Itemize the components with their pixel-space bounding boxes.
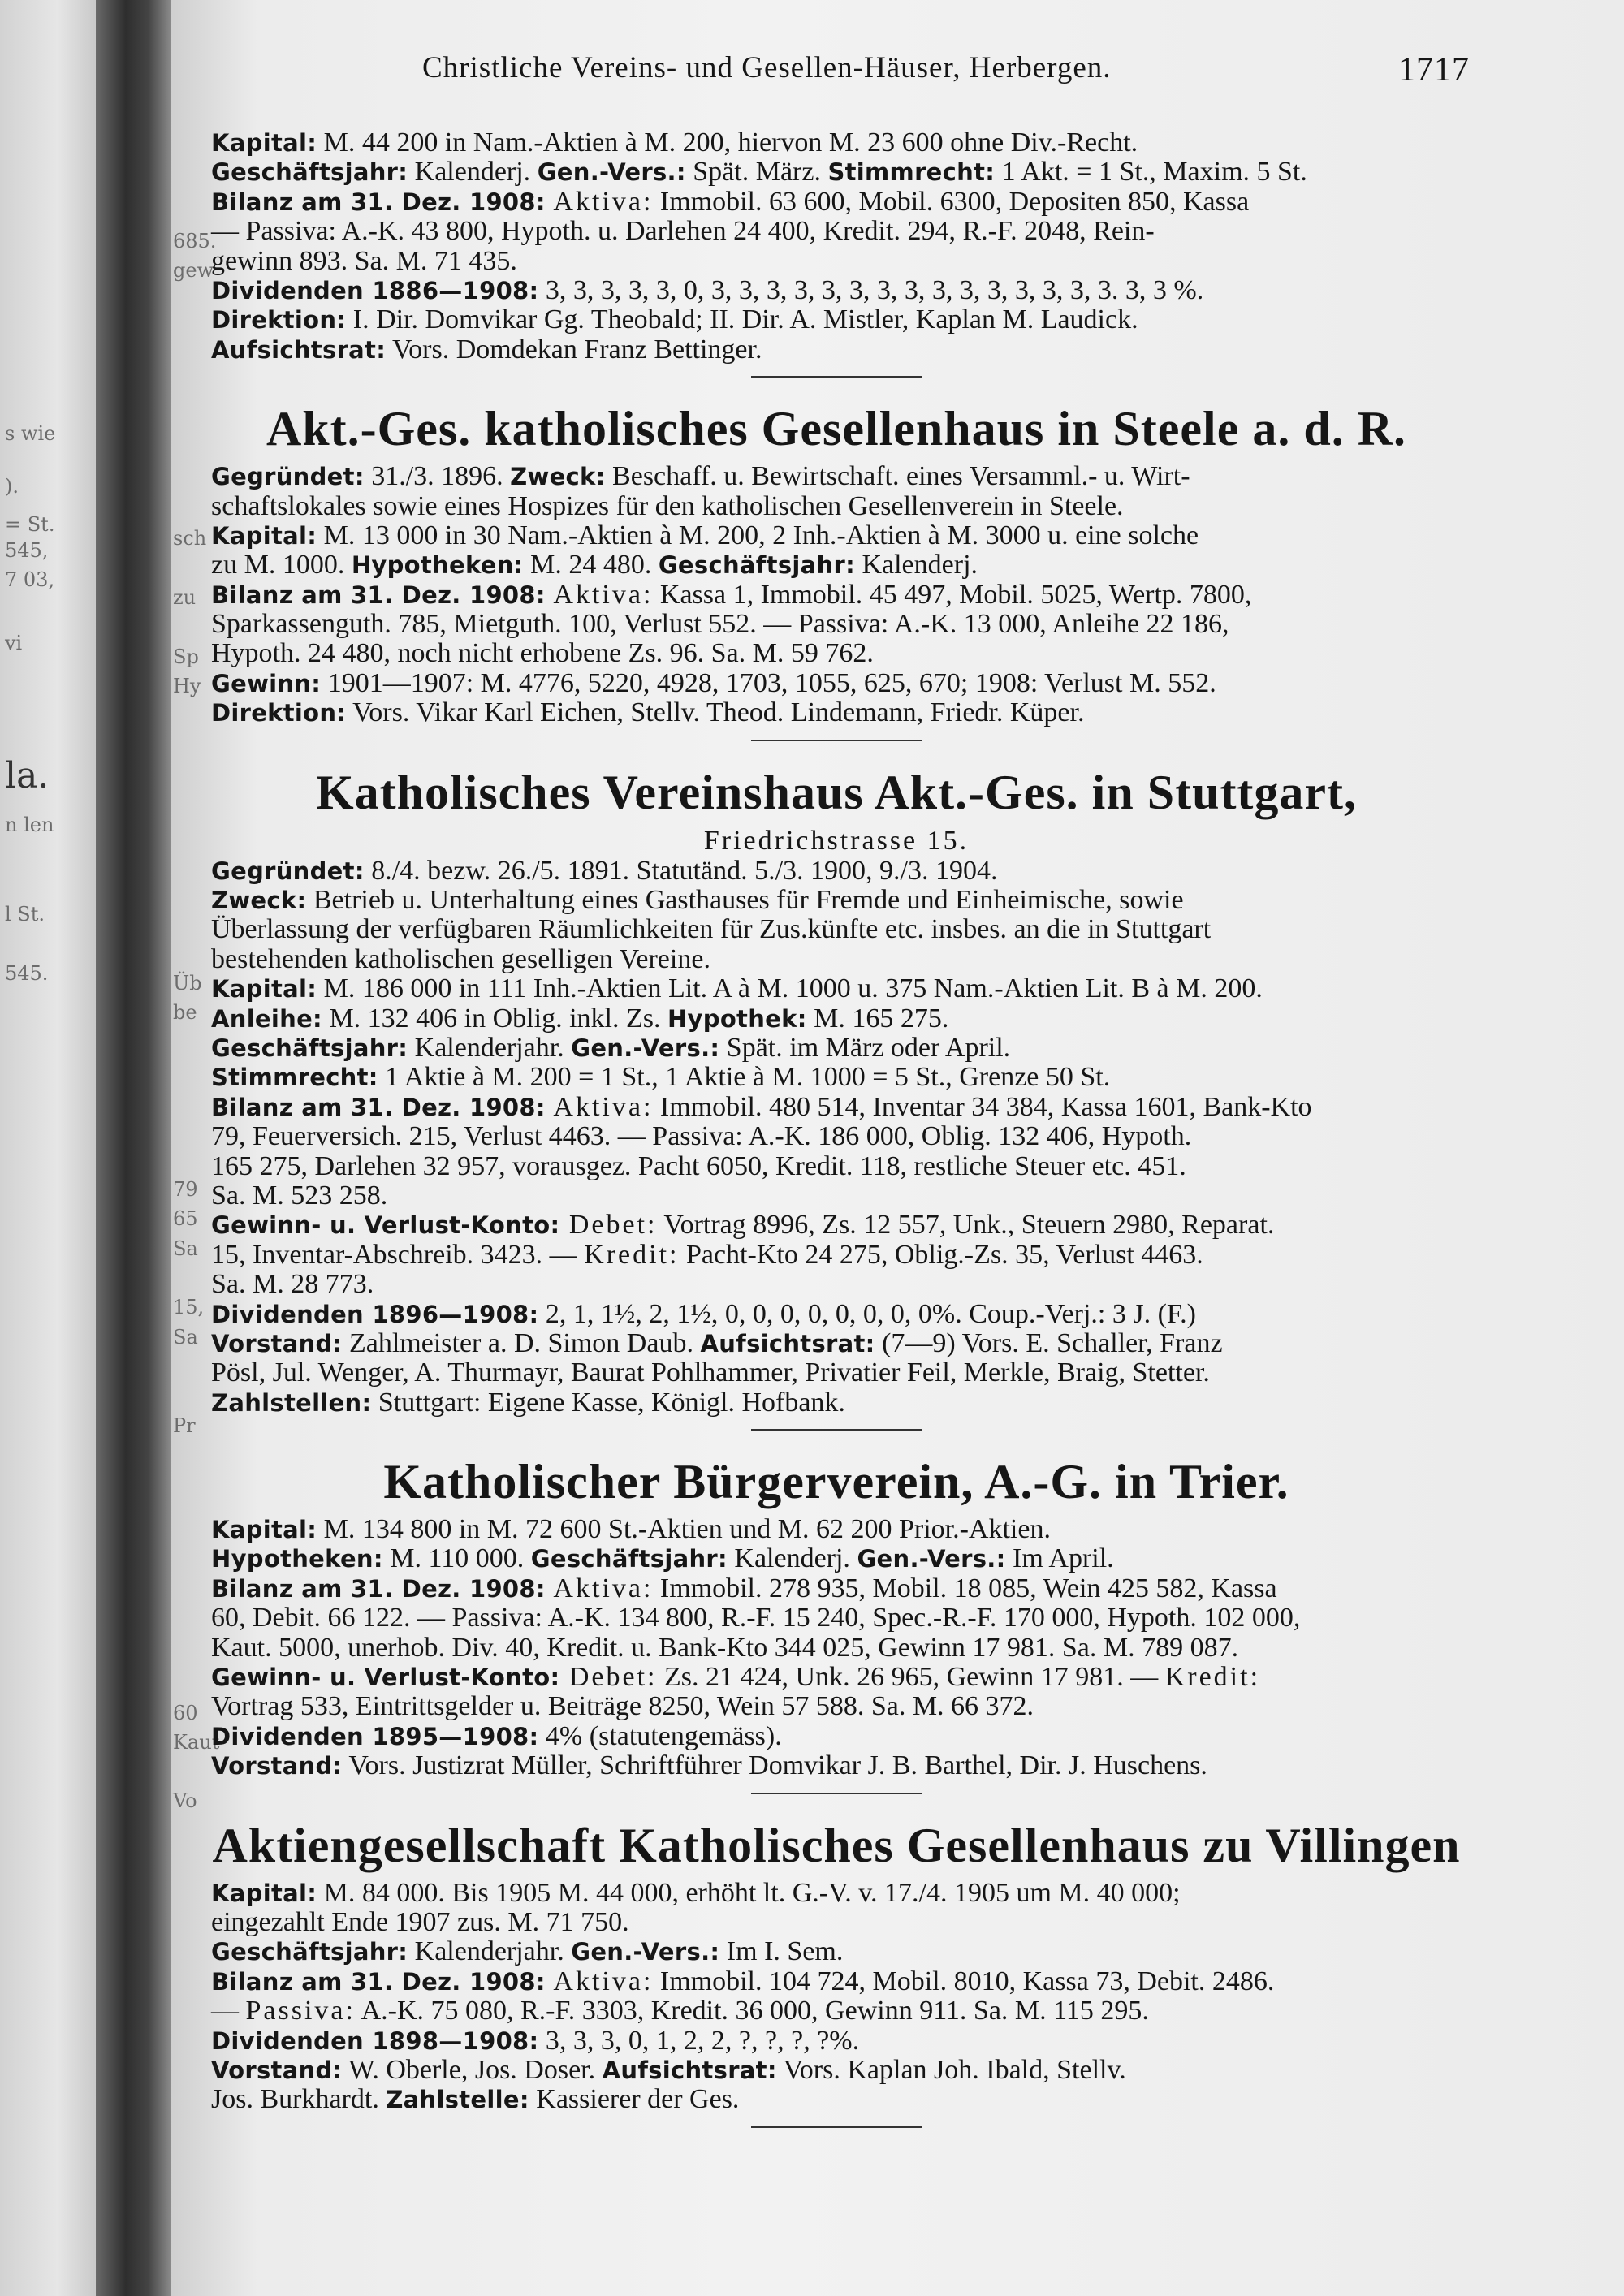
field-text: 1901—1907: M. 4776, 5220, 4928, 1703, 1055, 625, 670; 1908: Verlust M. 552.	[321, 667, 1216, 698]
entry-line	[211, 462, 1462, 491]
field-text: 3, 3, 3, 0, 1, 2, 2, ?, ?, ?, ?%.	[538, 2025, 860, 2056]
gutter-fragment: 15,	[173, 1296, 205, 1318]
gutter-fragment: 79	[173, 1178, 198, 1201]
entry-line	[211, 698, 1462, 727]
field-label: Vorstand:	[211, 1329, 343, 1357]
entry-title: Akt.-Ges. katholisches Gesellenhaus in Steele a. d. R.	[266, 402, 1407, 456]
field-label: Bilanz am 31. Dez. 1908:	[211, 580, 546, 609]
entry-line	[211, 1093, 1462, 1122]
field-text: Kalenderj.	[408, 157, 538, 188]
field-label: Hypothek:	[667, 1004, 807, 1033]
field-label: Stimmrecht:	[827, 158, 996, 187]
field-text: Immobil. 63 600, Mobil. 6300, Depositen 850, Kassa	[653, 186, 1250, 217]
entry-lines	[211, 1879, 1462, 2115]
gutter-fragment: zu	[173, 586, 197, 609]
gutter-fragment: Pr	[173, 1414, 196, 1437]
entry-section-0	[211, 128, 1462, 378]
field-label: Gen.-Vers.:	[537, 158, 686, 187]
spaced-label: Kredit:	[1164, 1662, 1261, 1693]
entry-line	[211, 2085, 1462, 2114]
field-text: Vors. Justizrat Müller, Schriftführer Domvikar J. B. Barthel, Dir. J. Huschens.	[342, 1750, 1207, 1781]
field-text: M. 186 000 in 111 Inh.-Aktien Lit. A à M. 1000 u. 375 Nam.-Aktien Lit. B à M. 200.	[317, 973, 1263, 1004]
field-label: Aufsichtsrat:	[700, 1329, 875, 1357]
entry-line	[211, 580, 1462, 610]
field-text: Kassa 1, Immobil. 45 497, Mobil. 5025, Wertp. 7800,	[653, 579, 1252, 610]
left-page-fragment: s wie	[5, 422, 56, 445]
entry-line	[211, 1515, 1462, 1544]
field-text: M. 165 275.	[806, 1003, 949, 1034]
field-text: Sparkassenguth. 785, Mietguth. 100, Verlust 552. — Passiva: A.-K. 13 000, Anleihe 22 186,	[211, 609, 1229, 640]
field-text: 4% (statutengemäss).	[538, 1720, 782, 1751]
gutter-fragment: Sa	[173, 1237, 198, 1260]
spaced-label: Kredit:	[584, 1239, 680, 1270]
gutter-fragment: gew	[173, 259, 214, 282]
field-label: Gen.-Vers.:	[857, 1545, 1006, 1573]
field-label: Geschäftsjahr:	[211, 1938, 408, 1966]
entry-line	[211, 305, 1462, 334]
field-text: eingezahlt Ende 1907 zus. M. 71 750.	[211, 1906, 629, 1937]
field-label: Bilanz am 31. Dez. 1908:	[211, 188, 546, 216]
gutter-fragment: Sp	[173, 645, 199, 668]
field-text: I. Dir. Domvikar Gg. Theobald; II. Dir. A. Mistler, Kaplan M. Laudick.	[346, 304, 1138, 335]
field-label: Gewinn- u. Verlust-Konto:	[211, 1211, 560, 1240]
entry-title: Aktiengesellschaft Katholisches Gesellenhaus zu Villingen	[212, 1818, 1461, 1872]
field-text: Kassierer der Ges.	[529, 2084, 740, 2115]
field-text: Hypoth. 24 480, noch nicht erhobene Zs. 96. Sa. M. 59 762.	[211, 638, 874, 669]
field-text: M. 110 000.	[382, 1543, 531, 1574]
left-page-fragment: = St.	[5, 513, 55, 536]
field-text: Stuttgart: Eigene Kasse, Königl. Hofbank.	[371, 1387, 845, 1418]
field-text: Sa. M. 523 258.	[211, 1180, 388, 1211]
field-label: Vorstand:	[211, 2056, 343, 2084]
field-text: Vors. Domdekan Franz Bettinger.	[386, 334, 762, 365]
field-text: Im April.	[1005, 1543, 1114, 1574]
field-text: Vors. Kaplan Joh. Ibald, Stellv.	[776, 2054, 1126, 2085]
field-label: Bilanz am 31. Dez. 1908:	[211, 1967, 546, 1996]
field-label: Gewinn:	[211, 669, 322, 697]
spaced-label: Aktiva:	[545, 1091, 654, 1122]
field-label: Gegründet:	[211, 463, 365, 491]
entry-section-1	[211, 395, 1462, 741]
entry-line	[211, 1211, 1462, 1240]
entry-line	[211, 1241, 1462, 1270]
field-label: Dividenden 1898—1908:	[211, 2026, 539, 2055]
entry-line	[211, 1751, 1462, 1780]
field-text: Zs. 21 424, Unk. 26 965, Gewinn 17 981. —	[657, 1662, 1165, 1693]
field-label: Kapital:	[211, 521, 317, 550]
left-page-fragment: 545,	[5, 539, 49, 562]
field-label: Vorstand:	[211, 1752, 343, 1780]
entry-lines	[211, 857, 1462, 1418]
field-label: Zweck:	[510, 463, 606, 491]
entry-line	[211, 2026, 1462, 2056]
entry-lines	[211, 462, 1462, 728]
field-text: 79, Feuerversich. 215, Verlust 4463. — Passiva: A.-K. 186 000, Oblig. 132 406, Hypoth.	[211, 1121, 1192, 1152]
entry-title: Katholischer Bürgerverein, A.-G. in Trier.	[383, 1455, 1289, 1509]
entry-line	[211, 1329, 1462, 1358]
entry-line	[211, 1692, 1462, 1721]
left-page-fragment: la.	[5, 755, 50, 796]
entry-line	[211, 128, 1462, 158]
entry-line	[211, 974, 1462, 1003]
field-label: Hypotheken:	[351, 551, 524, 580]
field-label: Direktion:	[211, 699, 347, 727]
field-text: bestehenden katholischen geselligen Vereine.	[211, 943, 710, 974]
field-label: Kapital:	[211, 1516, 317, 1544]
field-text: Immobil. 104 724, Mobil. 8010, Kassa 73, Debit. 2486.	[653, 1966, 1275, 1996]
entry-line	[211, 1722, 1462, 1751]
entry-line	[211, 945, 1462, 974]
entry-line	[211, 188, 1462, 217]
gutter-fragment: 60	[173, 1702, 198, 1724]
field-label: Stimmrecht:	[211, 1064, 378, 1092]
field-text: Kalenderjahr.	[408, 1032, 572, 1063]
entry-line	[211, 1358, 1462, 1388]
spaced-label: Debet:	[559, 1210, 658, 1241]
entry-line	[211, 492, 1462, 521]
field-text: 31./3. 1896.	[364, 461, 511, 492]
entry-line	[211, 857, 1462, 886]
entry-line	[211, 1004, 1462, 1034]
section-divider	[751, 376, 922, 378]
field-label: Dividenden 1886—1908:	[211, 276, 539, 304]
field-text: 8./4. bezw. 26./5. 1891. Statutänd. 5./3. 1900, 9./3. 1904.	[364, 855, 998, 886]
entry-line	[211, 1181, 1462, 1211]
entry-line	[211, 1634, 1462, 1663]
field-text: 1 Aktie à M. 200 = 1 St., 1 Aktie à M. 1000 = 5 St., Grenze 50 St.	[378, 1062, 1111, 1093]
field-text: Kalenderj.	[854, 550, 978, 580]
field-text: Im I. Sem.	[719, 1936, 844, 1967]
entry-line	[211, 1388, 1462, 1418]
entry-section-2	[211, 759, 1462, 1431]
field-text: 1 Akt. = 1 St., Maxim. 5 St.	[995, 157, 1307, 188]
field-label: Gen.-Vers.:	[571, 1938, 720, 1966]
gutter-fragment: sch	[173, 527, 207, 550]
running-head-title: Christliche Vereins- und Gesellen-Häuser, Herbergen.	[422, 51, 1112, 84]
field-text: schaftslokales sowie eines Hospizes für den katholischen Gesellenverein in Steele.	[211, 490, 1124, 521]
entry-line	[211, 1063, 1462, 1092]
field-text: —	[211, 1996, 246, 2026]
field-label: Gewinn- u. Verlust-Konto:	[211, 1664, 560, 1692]
entry-line	[211, 550, 1462, 580]
field-label: Bilanz am 31. Dez. 1908:	[211, 1574, 546, 1603]
field-text: Kaut. 5000, unerhob. Div. 40, Kredit. u. Bank-Kto 344 025, Gewinn 17 981. Sa. M. 789 087.	[211, 1632, 1239, 1663]
field-label: Zahlstellen:	[211, 1388, 372, 1417]
field-text: Immobil. 278 935, Mobil. 18 085, Wein 425 582, Kassa	[653, 1573, 1277, 1603]
field-text: Vortrag 8996, Zs. 12 557, Unk., Steuern 2980, Reparat.	[657, 1210, 1275, 1241]
field-label: Geschäftsjahr:	[530, 1545, 728, 1573]
spaced-label: Aktiva:	[545, 186, 654, 217]
gutter-fragment: be	[173, 1001, 197, 1024]
field-label: Geschäftsjahr:	[211, 1034, 408, 1062]
field-text: M. 13 000 in 30 Nam.-Aktien à M. 200, 2 Inh.-Aktien à M. 3000 u. eine solche	[317, 520, 1199, 550]
field-text: M. 134 800 in M. 72 600 St.-Aktien und M. 62 200 Prior.-Aktien.	[317, 1514, 1051, 1545]
field-label: Gen.-Vers.:	[571, 1034, 720, 1062]
section-divider	[751, 1429, 922, 1431]
entry-line	[211, 158, 1462, 187]
entry-subtitle: Friedrichstrasse 15.	[703, 825, 970, 856]
left-page-fragment: l St.	[5, 903, 45, 926]
gutter-fragment: 65	[173, 1207, 198, 1230]
field-text: Zahlmeister a. D. Simon Daub.	[342, 1327, 701, 1358]
section-divider	[751, 740, 922, 741]
page-content	[211, 128, 1462, 2146]
field-label: Hypotheken:	[211, 1545, 383, 1573]
spaced-label: Passiva:	[245, 1996, 356, 2026]
field-label: Dividenden 1895—1908:	[211, 1722, 539, 1750]
field-text: Sa. M. 28 773.	[211, 1269, 374, 1300]
entry-lines	[211, 128, 1462, 365]
left-page-fragment: n len	[5, 814, 54, 836]
field-label: Direktion:	[211, 306, 347, 334]
entry-line	[211, 1603, 1462, 1633]
section-divider	[751, 1793, 922, 1794]
book-gutter	[96, 0, 171, 2296]
field-label: Zahlstelle:	[386, 2086, 529, 2114]
field-text: Jos. Burkhardt.	[211, 2084, 387, 2115]
field-label: Aufsichtsrat:	[211, 335, 387, 364]
entry-line	[211, 915, 1462, 944]
spaced-label: Aktiva:	[545, 579, 654, 610]
gutter-fragment: Kaut	[173, 1731, 220, 1754]
entry-line	[211, 610, 1462, 639]
field-text: 165 275, Darlehen 32 957, vorausgez. Pacht 6050, Kredit. 118, restliche Steuer etc. 451.	[211, 1150, 1186, 1181]
field-text: M. 44 200 in Nam.-Aktien à M. 200, hiervon M. 23 600 ohne Div.-Recht.	[317, 127, 1138, 158]
section-divider	[751, 2126, 922, 2128]
left-page-fragment: 7 03,	[5, 568, 55, 591]
field-text: gewinn 893. Sa. M. 71 435.	[211, 245, 517, 276]
entry-line	[211, 1034, 1462, 1063]
entry-section-3	[211, 1448, 1462, 1794]
entry-line	[211, 1908, 1462, 1937]
gutter-fragment: Sa	[173, 1326, 198, 1349]
spaced-label: Aktiva:	[545, 1573, 654, 1603]
entry-line	[211, 217, 1462, 246]
entry-line	[211, 1574, 1462, 1603]
entry-line	[211, 247, 1462, 276]
field-text: M. 84 000. Bis 1905 M. 44 000, erhöht lt. G.-V. v. 17./4. 1905 um M. 40 000;	[317, 1877, 1181, 1908]
left-page-edge	[0, 0, 96, 2296]
entry-line	[211, 2056, 1462, 2085]
entry-line	[211, 1152, 1462, 1181]
field-text: 60, Debit. 66 122. — Passiva: A.-K. 134 800, R.-F. 15 240, Spec.-R.-F. 170 000, Hypoth. 102 000,	[211, 1603, 1301, 1634]
field-text: 3, 3, 3, 3, 3, 0, 3, 3, 3, 3, 3, 3, 3, 3, 3, 3, 3, 3, 3, 3, 3. 3, 3 %.	[538, 274, 1204, 305]
field-text: M. 24 480.	[523, 550, 659, 580]
entry-line	[211, 1663, 1462, 1692]
field-text: A.-K. 75 080, R.-F. 3303, Kredit. 36 000, Gewinn 911. Sa. M. 115 295.	[355, 1996, 1149, 2026]
gutter-fragment: 685.	[173, 230, 217, 252]
field-label: Kapital:	[211, 129, 317, 157]
entry-line	[211, 276, 1462, 305]
field-label: Geschäftsjahr:	[211, 158, 408, 187]
entry-line	[211, 1122, 1462, 1151]
entry-line	[211, 1967, 1462, 1996]
entry-line	[211, 886, 1462, 915]
gutter-fragment: Üb	[173, 972, 202, 995]
gutter-fragment: Vo	[173, 1789, 197, 1812]
page-number: 1717	[1398, 51, 1470, 88]
field-label: Geschäftsjahr:	[658, 551, 855, 580]
entry-line	[211, 335, 1462, 365]
field-text: Kalenderjahr.	[408, 1936, 572, 1967]
field-label: Anleihe:	[211, 1004, 322, 1033]
entry-line	[211, 1300, 1462, 1329]
spaced-label: Debet:	[559, 1662, 658, 1693]
entry-line	[211, 1937, 1462, 1966]
field-text: — Passiva: A.-K. 43 800, Hypoth. u. Darlehen 24 400, Kredit. 294, R.-F. 2048, Rein-	[211, 216, 1155, 247]
entry-line	[211, 521, 1462, 550]
entry-line	[211, 1544, 1462, 1573]
gutter-fragment: Hy	[173, 675, 201, 697]
entry-line	[211, 669, 1462, 698]
entry-line	[211, 1879, 1462, 1908]
field-text: 15, Inventar-Abschreib. 3423. —	[211, 1239, 585, 1270]
field-text: Vortrag 533, Eintrittsgelder u. Beiträge 8250, Wein 57 588. Sa. M. 66 372.	[211, 1691, 1034, 1722]
spaced-label: Aktiva:	[545, 1966, 654, 1996]
entry-line	[211, 1996, 1462, 2026]
entry-section-4	[211, 1812, 1462, 2128]
left-page-fragment: ).	[5, 475, 19, 498]
field-label: Gegründet:	[211, 857, 365, 885]
left-page-fragment: vi	[5, 632, 23, 654]
entry-line	[211, 639, 1462, 668]
entry-title: Katholisches Vereinshaus Akt.-Ges. in Stuttgart,	[315, 765, 1358, 819]
field-text: Pacht-Kto 24 275, Oblig.-Zs. 35, Verlust 4463.	[679, 1239, 1203, 1270]
field-text: Betrieb u. Unterhaltung eines Gasthauses für Fremde und Einheimische, sowie	[306, 885, 1184, 916]
field-label: Dividenden 1896—1908:	[211, 1300, 539, 1328]
entry-lines	[211, 1515, 1462, 1781]
left-page-fragment: 545.	[5, 962, 49, 985]
field-text: Kalenderj.	[727, 1543, 857, 1574]
field-text: Überlassung der verfügbaren Räumlichkeiten für Zus.künfte etc. insbes. an die in Stuttgart	[211, 914, 1212, 945]
field-label: Zweck:	[211, 887, 307, 915]
field-text: Pösl, Jul. Wenger, A. Thurmayr, Baurat Pohlhammer, Privatier Feil, Merkle, Braig, Stetter.	[211, 1357, 1210, 1388]
field-text: Beschaff. u. Bewirtschaft. eines Versamml.- u. Wirt-	[605, 461, 1190, 492]
field-text: 2, 1, 1½, 2, 1½, 0, 0, 0, 0, 0, 0, 0, 0%. Coup.-Verj.: 3 J. (F.)	[538, 1298, 1196, 1329]
field-text: Immobil. 480 514, Inventar 34 384, Kassa 1601, Bank-Kto	[653, 1091, 1312, 1122]
field-text: M. 132 406 in Oblig. inkl. Zs.	[322, 1003, 667, 1034]
field-text: Vors. Vikar Karl Eichen, Stellv. Theod. Lindemann, Friedr. Küper.	[346, 697, 1085, 728]
field-text: W. Oberle, Jos. Doser.	[342, 2054, 603, 2085]
field-text: Spät. im März oder April.	[719, 1032, 1011, 1063]
field-label: Bilanz am 31. Dez. 1908:	[211, 1093, 546, 1121]
field-text: zu M. 1000.	[211, 550, 352, 580]
field-label: Kapital:	[211, 1879, 317, 1907]
field-label: Kapital:	[211, 975, 317, 1003]
field-text: (7—9) Vors. E. Schaller, Franz	[875, 1327, 1223, 1358]
entry-line	[211, 1270, 1462, 1299]
field-text: Spät. März.	[685, 157, 828, 188]
field-label: Aufsichtsrat:	[602, 2056, 777, 2084]
